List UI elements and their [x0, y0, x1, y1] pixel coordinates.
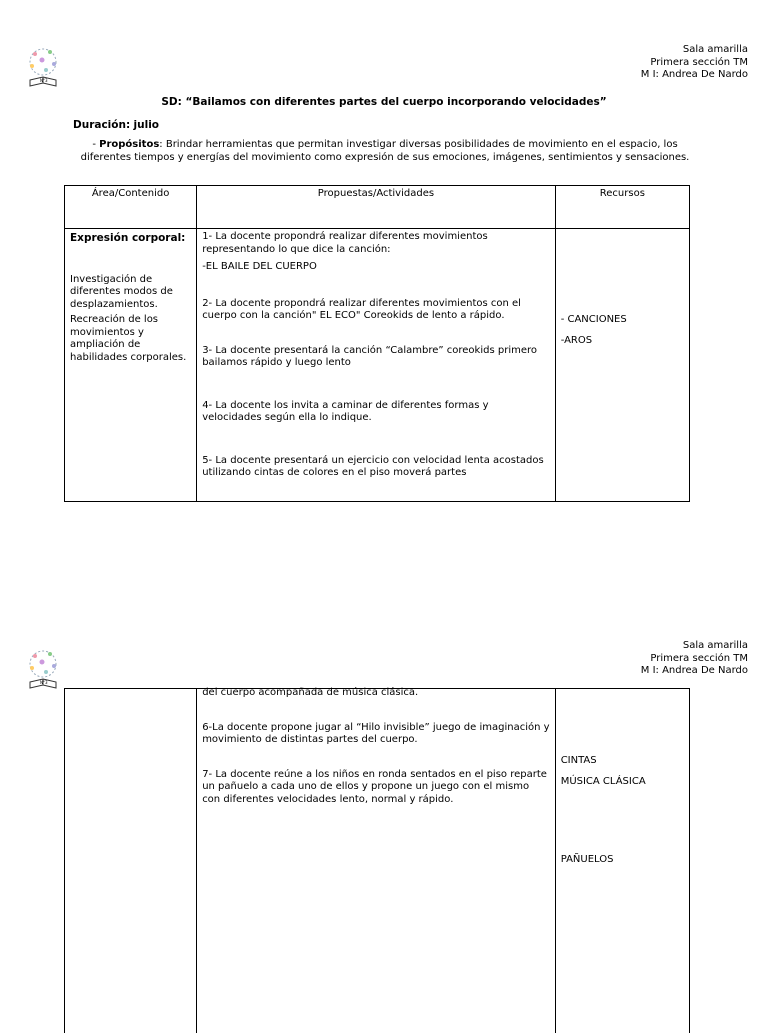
school-logo-icon — [22, 642, 64, 690]
resources-cell — [555, 229, 689, 502]
activity-5: 5- La docente presentará un ejercicio con velocidad lenta acostados utilizando cintas de colores en el piso moverá partes — [202, 455, 550, 480]
resource-4: MÚSICA CLÁSICA — [561, 776, 684, 789]
teacher-name: M I: Andrea De Nardo — [641, 69, 748, 82]
activity-1: 1- La docente propondrá realizar diferentes movimientos representando lo que dice la canción: — [202, 231, 550, 256]
table-row — [65, 229, 690, 502]
plan-table-page-1 — [64, 185, 690, 502]
section-name: Primera sección TM — [641, 653, 748, 666]
resources-cell — [555, 689, 689, 1033]
purposes-paragraph — [70, 139, 700, 164]
purposes-label: Propósitos — [99, 139, 159, 150]
activity-3: 3- La docente presentará la canción “Calambre” coreokids primero bailamos rápido y luego lento — [202, 345, 550, 370]
resource-2: -AROS — [561, 335, 684, 348]
activities-cell — [197, 689, 556, 1033]
svg-text:N°3: N°3 — [40, 680, 48, 685]
area-title: Expresión corporal: — [70, 232, 191, 245]
teacher-name: M I: Andrea De Nardo — [641, 665, 748, 678]
activities-cell — [197, 229, 556, 502]
activity-5-continued: del cuerpo acompañada de música clásica. — [202, 687, 550, 700]
activity-2: 2- La docente propondrá realizar diferentes movimientos con el cuerpo con la canción" EL ECO" Coreokids de lento a rápido. — [202, 298, 550, 323]
header-info — [641, 44, 748, 82]
activity-6: 6-La docente propone jugar al “Hilo invisible” juego de imaginación y movimiento de distintas partes del cuerpo. — [202, 722, 550, 747]
section-name: Primera sección TM — [641, 57, 748, 70]
area-item-2: Recreación de los movimientos y ampliación de habilidades corporales. — [70, 314, 191, 364]
table-row — [65, 689, 690, 1033]
table-header-row — [65, 186, 690, 229]
duration-line — [73, 119, 159, 131]
purposes-text: : Brindar herramientas que permitan investigar diversas posibilidades de movimiento en el espacio, los diferentes tiempos y energías del movimiento como expresión de sus emociones, imágenes, sentimientos y sensaciones. — [81, 139, 690, 163]
duration-value: julio — [134, 119, 160, 131]
school-logo-icon — [22, 40, 64, 88]
activity-4: 4- La docente los invita a caminar de diferentes formas y velocidades según ella lo indique. — [202, 400, 550, 425]
svg-text:N°3: N°3 — [40, 78, 48, 83]
purposes-prefix: - — [92, 139, 99, 150]
area-cell — [65, 689, 197, 1033]
header-resources: Recursos — [555, 186, 689, 229]
resource-3: CINTAS — [561, 755, 684, 768]
resource-1: - CANCIONES — [561, 314, 684, 327]
duration-label: Duración: — [73, 119, 130, 131]
header-area: Área/Contenido — [65, 186, 197, 229]
area-cell — [65, 229, 197, 502]
plan-table-page-2 — [64, 688, 690, 1033]
header-activities: Propuestas/Actividades — [197, 186, 556, 229]
classroom-name: Sala amarilla — [641, 640, 748, 653]
activity-1-song: -EL BAILE DEL CUERPO — [202, 261, 550, 274]
classroom-name: Sala amarilla — [641, 44, 748, 57]
resource-5: PAÑUELOS — [561, 854, 684, 867]
activity-7: 7- La docente reúne a los niños en ronda sentados en el piso reparte un pañuelo a cada uno de ellos y propone un juego con el mismo con diferentes velocidades lento, normal y rápido. — [202, 769, 550, 807]
header-info — [641, 640, 748, 678]
area-item-1: Investigación de diferentes modos de desplazamientos. — [70, 274, 191, 312]
page-title: SD: “Bailamos con diferentes partes del cuerpo incorporando velocidades” — [0, 96, 768, 108]
